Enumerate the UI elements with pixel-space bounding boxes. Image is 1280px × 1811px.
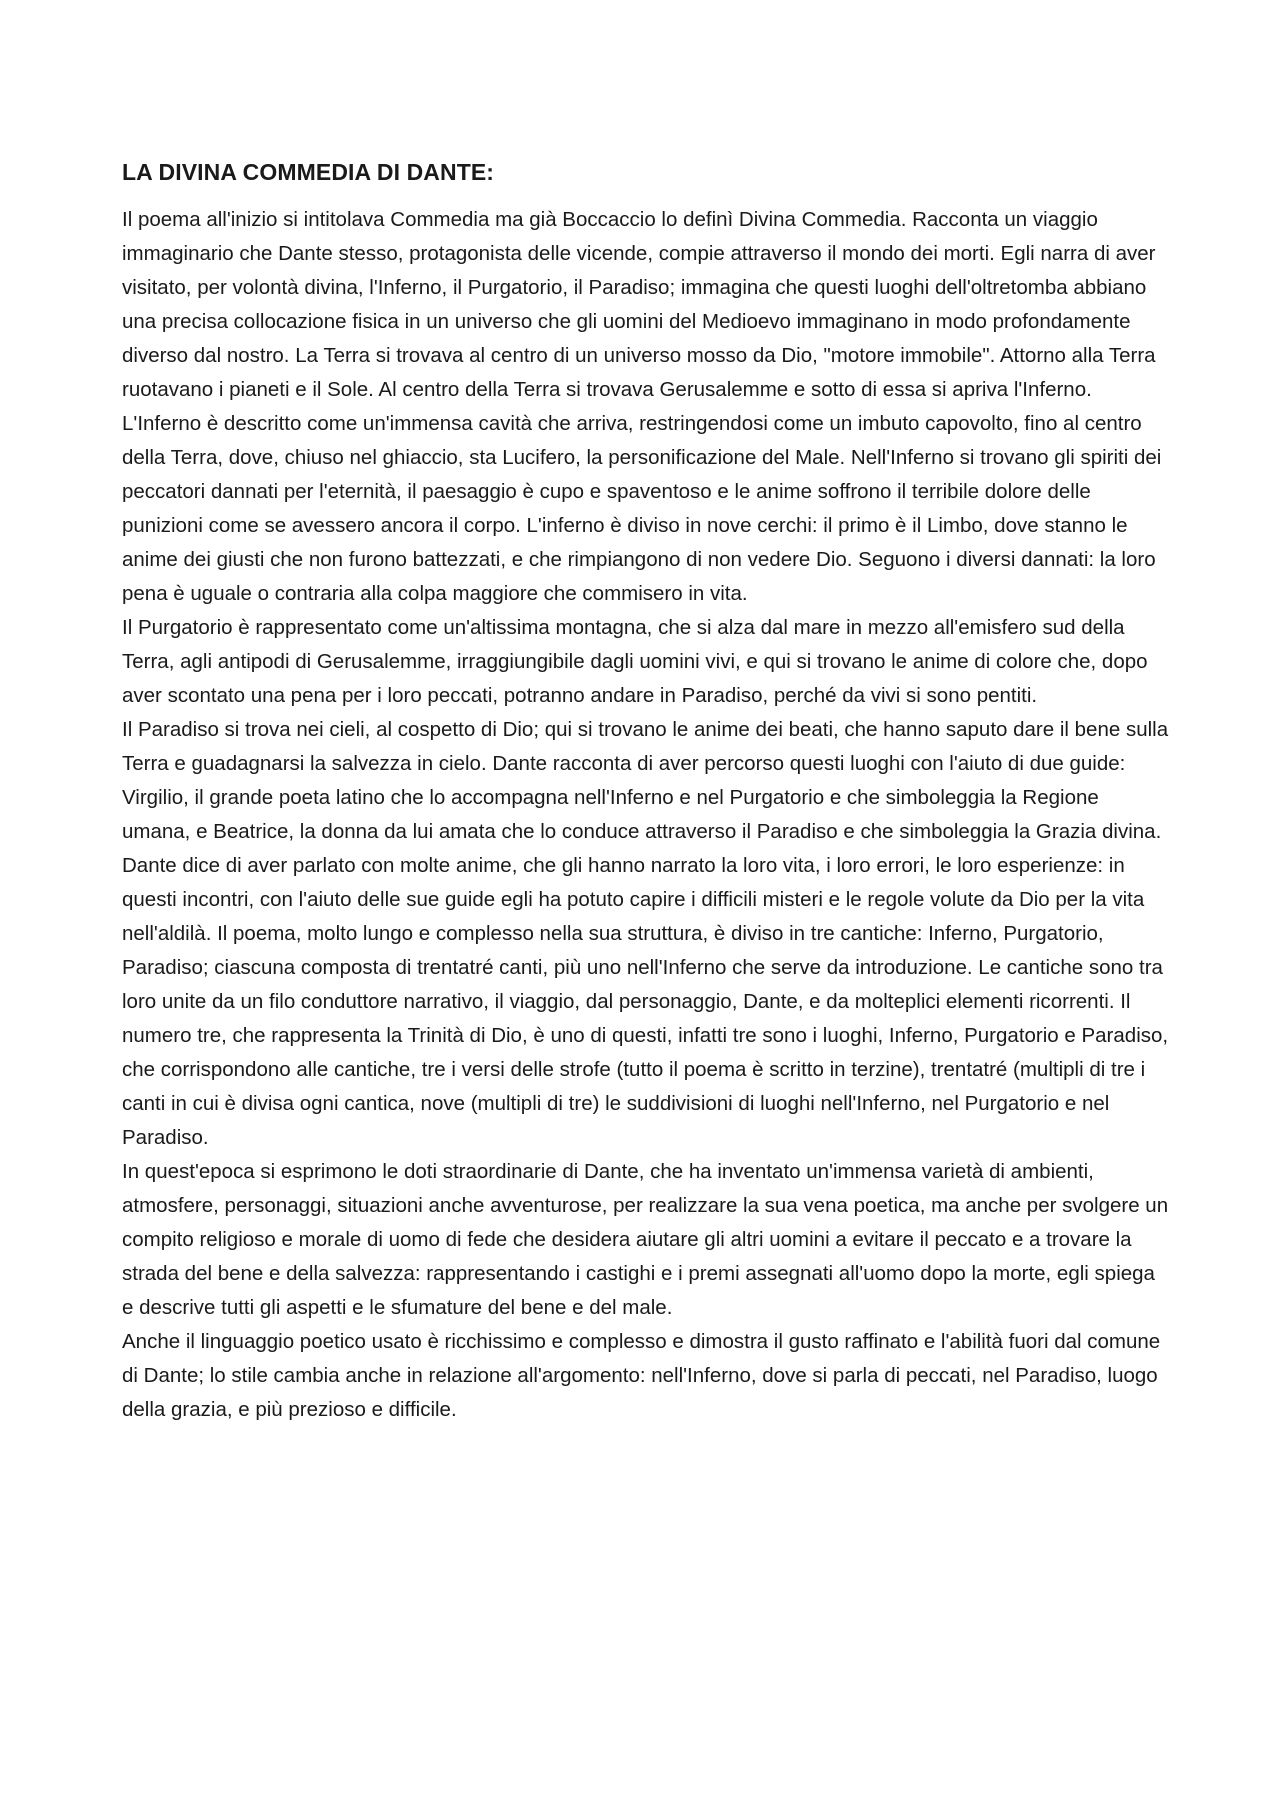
document-title: LA DIVINA COMMEDIA DI DANTE: — [122, 159, 495, 185]
document-body — [122, 155, 1172, 1427]
paragraph-doti-dante: In quest'epoca si esprimono le doti straordinarie di Dante, che ha inventato un'immensa varietà di ambienti, atmosfere, personaggi, situazioni anche avventurose, per realizzare la sua vena poetica, ma anche per svolgere un compito religioso e morale di uomo di fede che desidera aiutare gli altri uomini a evitare il peccato e a trovare la strada del bene e della salvezza: rappresentando i castighi e i premi assegnati all'uomo dopo la morte, egli spiega e descrive tutti gli aspetti e le sfumature del bene e del male. — [122, 1160, 1169, 1319]
paragraph-inferno: Il poema all'inizio si intitolava Commedia ma già Boccaccio lo definì Divina Commedia. Racconta un viaggio immaginario che Dante stesso, protagonista delle vicende, compie attraverso il mondo dei morti. Egli narra di aver visitato, per volontà divina, l'Inferno, il Purgatorio, il Paradiso; immagina che questi luoghi dell'oltretomba abbiano una precisa collocazione fisica in un universo che gli uomini del Medioevo immaginano in modo profondamente diverso dal nostro. La Terra si trovava al centro di un universo mosso da Dio, "motore immobile". Attorno alla Terra ruotavano i pianeti e il Sole. Al centro della Terra si trovava Gerusalemme e sotto di essa si apriva l'Inferno. L'Inferno è descritto come un'immensa cavità che arriva, restringendosi come un imbuto capovolto, fino al centro della Terra, dove, chiuso nel ghiaccio, sta Lucifero, la personificazione del Male. Nell'Inferno si trovano gli spiriti dei peccatori dannati per l'eternità, il paesaggio è cupo e spaventoso e le anime soffrono il terribile dolore delle punizioni come se avessero ancora il corpo. L'inferno è diviso in nove cerchi: il primo è il Limbo, dove stanno le anime dei giusti che non furono battezzati, e che rimpiangono di non vedere Dio. Seguono i diversi dannati: la loro pena è uguale o contraria alla colpa maggiore che commisero in vita. — [122, 208, 1162, 605]
paragraph-purgatorio: Il Purgatorio è rappresentato come un'altissima montagna, che si alza dal mare in mezzo all'emisfero sud della Terra, agli antipodi di Gerusalemme, irraggiungibile dagli uomini vivi, e qui si trovano le anime di colore che, dopo aver scontato una pena per i loro peccati, potranno andare in Paradiso, perché da vivi si sono pentiti. — [122, 616, 1148, 707]
paragraph-paradiso: Il Paradiso si trova nei cieli, al cospetto di Dio; qui si trovano le anime dei beati, che hanno saputo dare il bene sulla Terra e guadagnarsi la salvezza in cielo. Dante racconta di aver percorso questi luoghi con l'aiuto di due guide: Virgilio, il grande poeta latino che lo accompagna nell'Inferno e nel Purgatorio e che simboleggia la Regione umana, e Beatrice, la donna da lui amata che lo conduce attraverso il Paradiso e che simboleggia la Grazia divina. Dante dice di aver parlato con molte anime, che gli hanno narrato la loro vita, i loro errori, le loro esperienze: in questi incontri, con l'aiuto delle sue guide egli ha potuto capire i difficili misteri e le regole volute da Dio per la vita nell'aldilà. Il poema, molto lungo e complesso nella sua struttura, è diviso in tre cantiche: Inferno, Purgatorio, Paradiso; ciascuna composta di trentatré canti, più uno nell'Inferno che serve da introduzione. Le cantiche sono tra loro unite da un filo conduttore narrativo, il viaggio, dal personaggio, Dante, e da molteplici elementi ricorrenti. Il numero tre, che rappresenta la Trinità di Dio, è uno di questi, infatti tre sono i luoghi, Inferno, Purgatorio e Paradiso, che corrispondono alle cantiche, tre i versi delle strofe (tutto il poema è scritto in terzine), trentatré (multipli di tre i canti in cui è divisa ogni cantica, nove (multipli di tre) le suddivisioni di luoghi nell'Inferno, nel Purgatorio e nel Paradiso. — [122, 718, 1169, 1149]
paragraph-linguaggio: Anche il linguaggio poetico usato è ricchissimo e complesso e dimostra il gusto raffinato e l'abilità fuori dal comune di Dante; lo stile cambia anche in relazione all'argomento: nell'Inferno, dove si parla di peccati, nel Paradiso, luogo della grazia, e più prezioso e difficile. — [122, 1330, 1161, 1421]
